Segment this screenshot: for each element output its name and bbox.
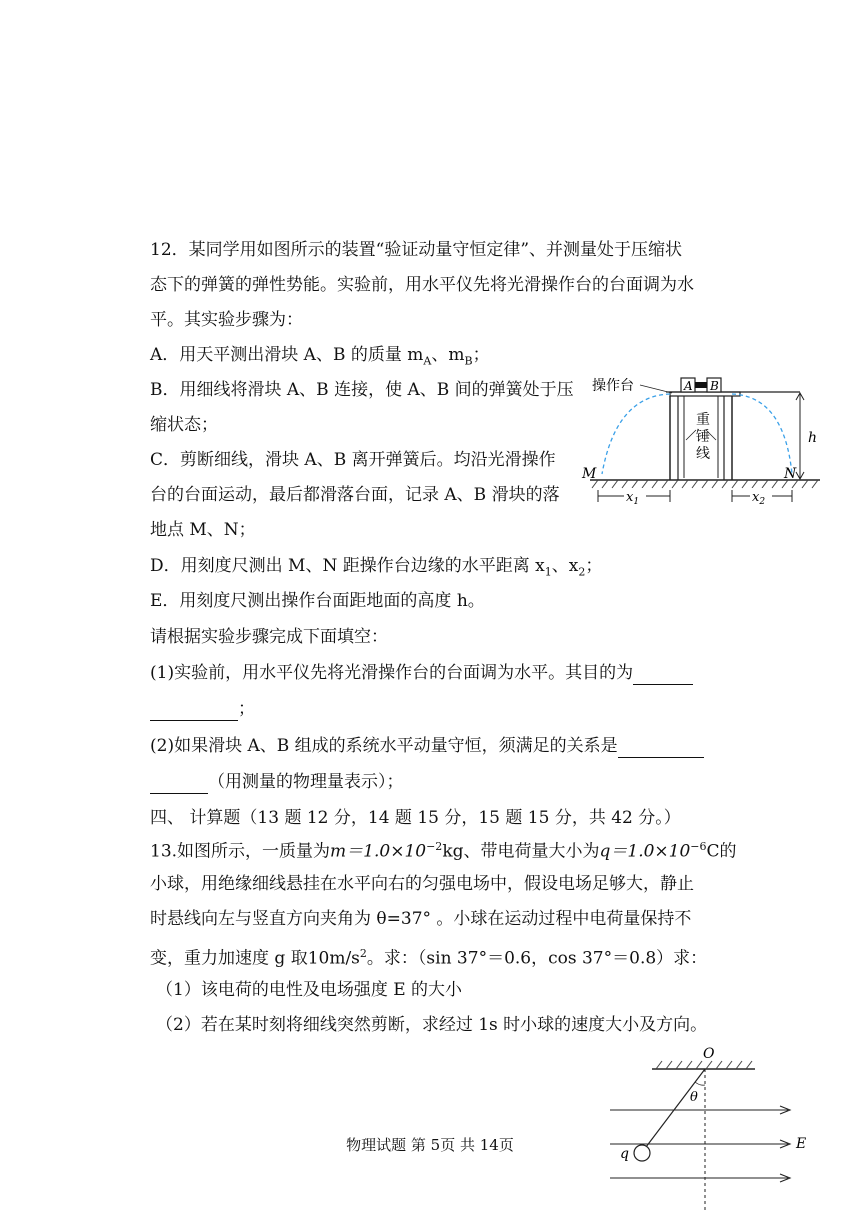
- trajectory-left: [602, 394, 670, 474]
- platform-label: 操作台: [592, 378, 634, 394]
- q12-sub1-answer-blank-a[interactable]: [633, 666, 693, 685]
- block-a-label: A: [684, 379, 693, 393]
- q13-pendulum-figure: [600, 1044, 820, 1214]
- block-b-label: B: [710, 379, 719, 393]
- height-label: h: [808, 430, 818, 446]
- spring: [695, 382, 707, 388]
- q12-sub2-answer-blank-a[interactable]: [618, 739, 704, 758]
- platform-leader: [640, 385, 672, 393]
- q12-sub2-line1: (2)如果滑块 A、B 组成的系统水平动量守恒，须满足的关系是: [150, 734, 704, 758]
- q12-sub1-answer-blank-b[interactable]: [150, 702, 238, 721]
- q12-prompt: 请根据实验步骤完成下面填空：: [150, 627, 388, 647]
- q13-line3: 时悬线向左与竖直方向夹角为 θ=37° 。小球在运动过程中电荷量保持不: [150, 909, 692, 929]
- page-footer: 物理试题 第 5页 共 14页: [346, 1136, 514, 1154]
- q12-apparatus-figure: [578, 368, 828, 508]
- angle-arc: [695, 1082, 705, 1085]
- q12-step-a: A．用天平测出滑块 A、B 的质量 $m_A$、$m_B$；: [150, 345, 490, 368]
- q13-sub2: （2）若在某时刻将细线突然剪断，求经过 1s 时小球的速度大小及方向。: [156, 1015, 708, 1035]
- q12-step-c-line2: 台的台面运动，最后都滑落台面，记录 A、B 滑块的落: [150, 485, 560, 505]
- trajectory-right: [732, 394, 792, 474]
- section4-heading: 四、 计算题（13 题 12 分，14 题 15 分，15 题 15 分，共 42 分。）: [150, 808, 681, 828]
- weight-label-3: 线: [696, 446, 710, 462]
- q12-intro-line2: 态下的弹簧的弹性势能。实验前，用水平仪先将光滑操作台的台面调为水: [150, 275, 694, 295]
- q13-sub1: （1）该电荷的电性及电场强度 E 的大小: [156, 980, 463, 1000]
- point-n-label: N: [784, 466, 797, 482]
- q13-line2: 小球，用绝缘细线悬挂在水平向右的匀强电场中，假设电场足够大，静止: [150, 874, 694, 894]
- x2-label: $x_2$: [752, 490, 766, 507]
- weight-leader-left: [686, 430, 696, 440]
- q12-intro-line3: 平。其实验步骤为：: [150, 310, 303, 330]
- x1-label: $x_1$: [626, 490, 640, 507]
- charge-q-label: q: [620, 1146, 629, 1162]
- q12-step-e: E．用刻度尺测出操作台面距地面的高度 h。: [150, 591, 485, 611]
- q12-step-c-line1: C．剪断细线，滑块 A、B 离开弹簧后。均沿光滑操作: [150, 450, 556, 470]
- pivot-o-label: O: [703, 1046, 715, 1062]
- q12-step-d: D．用刻度尺测出 M、N 距操作台边缘的水平距离 $x_1$、$x_2$；: [150, 556, 603, 579]
- table-top: [670, 392, 740, 396]
- weight-label-1: 重: [696, 412, 710, 428]
- q12-sub1-line2: ；: [150, 697, 255, 721]
- q12-step-c-line3: 地点 M、N；: [150, 520, 256, 540]
- point-m-label: M: [582, 466, 597, 482]
- q13-line1: 13.如图所示，一质量为$m=1.0\times 10^{-2}kg$、带电荷量大小为$q=1.0\times 10^{-6}C$的: [150, 840, 737, 862]
- q13-line4: 变，重力加速度 g 取$10m/s^2$。求：（sin 37°＝0.6，cos 37°＝0.8）求：: [150, 947, 708, 969]
- q12-sub1-line1: (1)实验前，用水平仪先将光滑操作台的台面调为水平。其目的为: [150, 661, 693, 685]
- weight-label-2: 锤: [696, 429, 710, 445]
- q12-sub2-answer-blank-b[interactable]: [150, 775, 208, 794]
- q12-sub2-line2: （用测量的物理量表示）；: [150, 770, 404, 794]
- angle-theta-label: θ: [690, 1090, 698, 1105]
- q12-intro-line1: 12．某同学用如图所示的装置“验证动量守恒定律”、并测量处于压缩状: [150, 240, 683, 260]
- q12-step-b-line1: B．用细线将滑块 A、B 连接，使 A、B 间的弹簧处于压: [150, 380, 574, 400]
- field-e-label: E: [796, 1136, 807, 1152]
- ceiling-hatching: [656, 1061, 752, 1069]
- q12-step-b-line2: 缩状态；: [150, 415, 218, 435]
